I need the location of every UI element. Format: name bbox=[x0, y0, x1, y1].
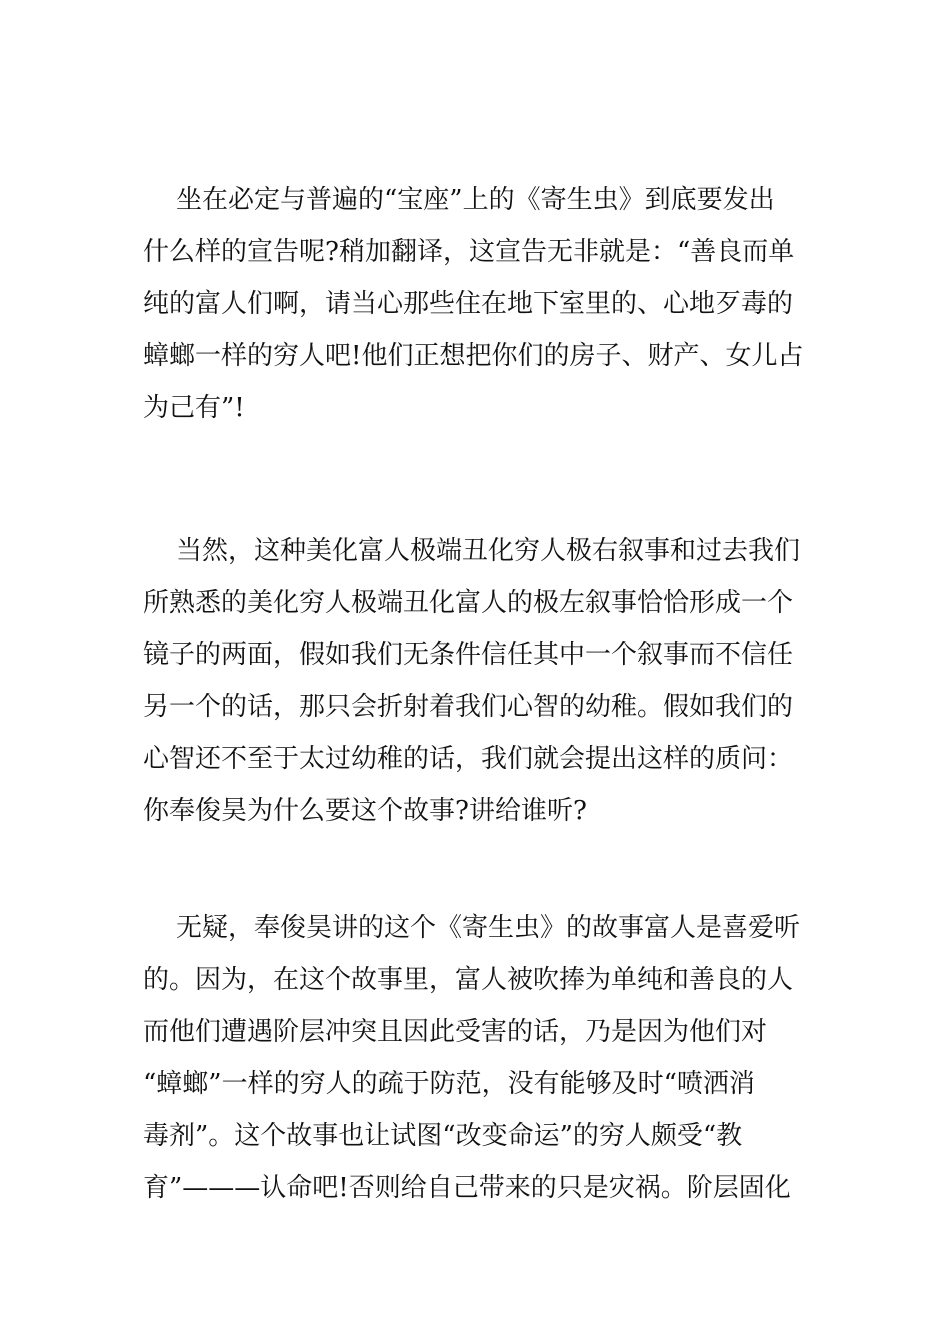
paragraph-line: 纯的富人们啊，请当心那些住在地下室里的、心地歹毒的 bbox=[143, 289, 794, 319]
paragraph-2 bbox=[143, 525, 805, 837]
paragraph-line: 的。因为，在这个故事里，富人被吹捧为单纯和善良的人 bbox=[143, 965, 794, 995]
paragraph-line: 另一个的话，那只会折射着我们心智的幼稚。假如我们的 bbox=[143, 692, 794, 722]
paragraph-line: 当然，这种美化富人极端丑化穷人极右叙事和过去我们 bbox=[176, 536, 801, 566]
paragraph-line: 蟑螂一样的穷人吧!他们正想把你们的房子、财产、女儿占 bbox=[143, 341, 804, 371]
paragraph-line: 心智还不至于太过幼稚的话，我们就会提出这样的质问： bbox=[143, 744, 794, 774]
paragraph-line: 毒剂”。这个故事也让试图“改变命运”的穷人颇受“教 bbox=[143, 1121, 743, 1151]
paragraph-line: 坐在必定与普遍的“宝座”上的《寄生虫》到底要发出 bbox=[176, 185, 775, 215]
paragraph-3 bbox=[143, 902, 805, 1214]
paragraph-line: 育”———认命吧!否则给自己带来的只是灾祸。阶层固化 bbox=[143, 1173, 791, 1203]
paragraph-line: 为己有”! bbox=[143, 393, 245, 423]
paragraph-line: 而他们遭遇阶层冲突且因此受害的话，乃是因为他们对 bbox=[143, 1017, 768, 1047]
paragraph-line: 无疑，奉俊昊讲的这个《寄生虫》的故事富人是喜爱听 bbox=[176, 913, 801, 943]
paragraph-line: 镜子的两面，假如我们无条件信任其中一个叙事而不信任 bbox=[143, 640, 794, 670]
paragraph-line: 什么样的宣告呢?稍加翻译，这宣告无非就是：“善良而单 bbox=[143, 237, 795, 267]
paragraph-line: 你奉俊昊为什么要这个故事?讲给谁听? bbox=[143, 796, 587, 826]
paragraph-line: 所熟悉的美化穷人极端丑化富人的极左叙事恰恰形成一个 bbox=[143, 588, 794, 618]
paragraph-line: “蟑螂”一样的穷人的疏于防范，没有能够及时“喷洒消 bbox=[143, 1069, 755, 1099]
paragraph-1 bbox=[143, 174, 805, 434]
